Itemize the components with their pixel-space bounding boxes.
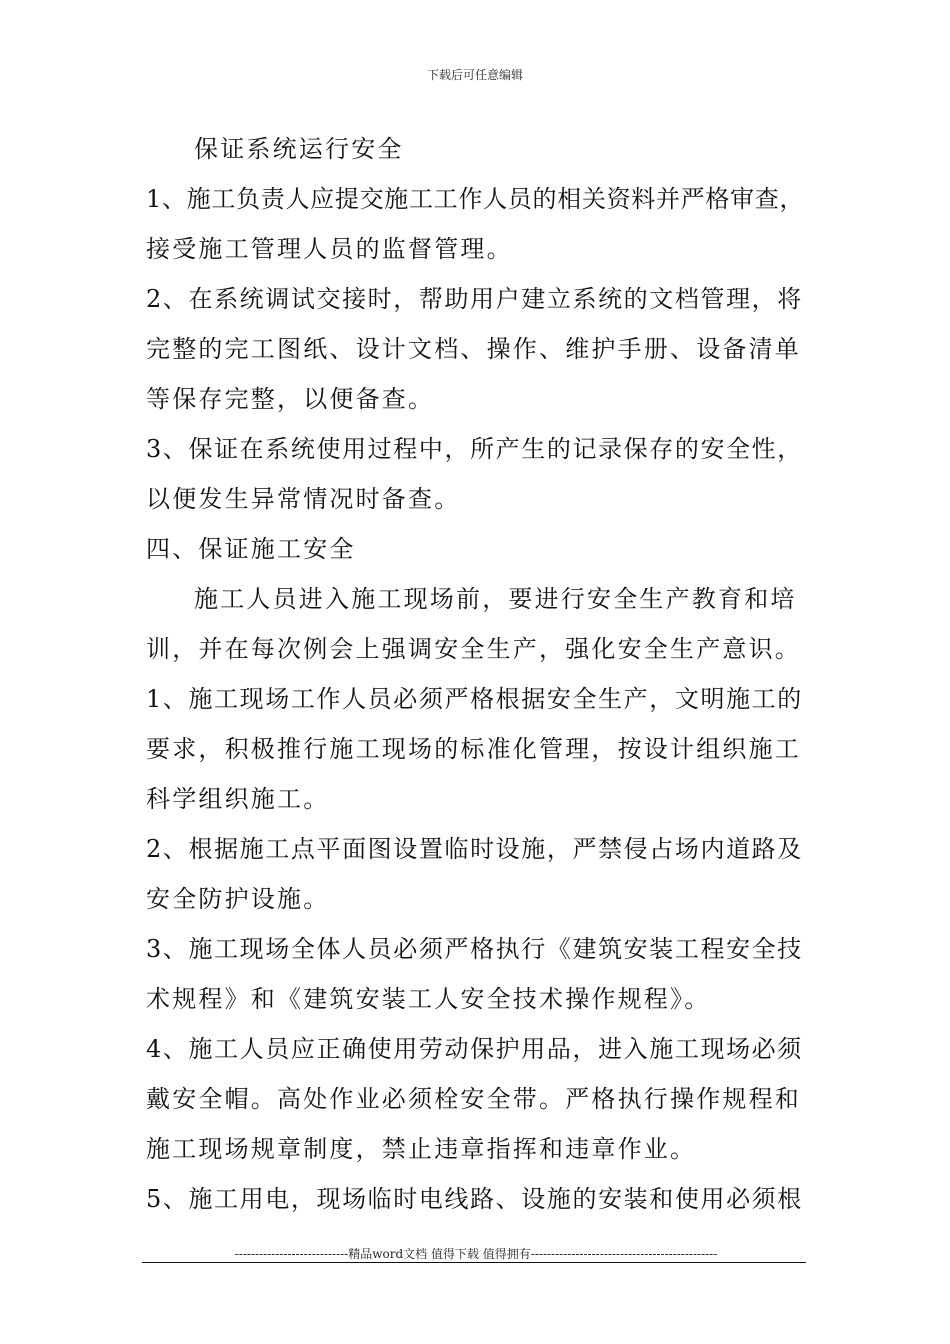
section-heading: 四、保证施工安全 [146, 535, 356, 563]
text-line: 施工人员进入施工现场前，要进行安全生产教育和培 [194, 585, 797, 613]
text-line: 3、施工现场全体人员必须严格执行《建筑安装工程安全技 [146, 935, 803, 963]
text-line: 等保存完整，以便备查。 [146, 385, 435, 413]
text-line: 5、施工用电，现场临时电线路、设施的安装和使用必须根 [146, 1185, 803, 1213]
text-line: 训，并在每次例会上强调安全生产，强化安全生产意识。 [146, 635, 801, 663]
text-line: 以便发生异常情况时备查。 [146, 485, 461, 513]
text-line: 2、在系统调试交接时，帮助用户建立系统的文档管理，将 [146, 285, 803, 313]
text-line: 接受施工管理人员的监督管理。 [146, 235, 513, 263]
text-line: 1、施工现场工作人员必须严格根据安全生产，文明施工的 [146, 685, 803, 713]
text-line: 科学组织施工。 [146, 785, 330, 813]
footer-text: ----------------------------精品word文档 值得下载 值得拥有---------------------------------------------- [234, 1247, 718, 1261]
text-line: 4、施工人员应正确使用劳动保护用品，进入施工现场必须 [146, 1035, 803, 1063]
text-line: 施工现场规章制度，禁止违章指挥和违章作业。 [146, 1135, 697, 1163]
text-line: 2、根据施工点平面图设置临时设施，严禁侵占场内道路及 [146, 835, 803, 863]
text-line: 戴安全帽。高处作业必须栓安全带。严格执行操作规程和 [146, 1085, 801, 1113]
text-line: 1、施工负责人应提交施工工作人员的相关资料并严格审查， [146, 185, 805, 213]
text-line: 3、保证在系统使用过程中，所产生的记录保存的安全性， [146, 435, 803, 463]
text-line: 保证系统运行安全 [194, 135, 404, 163]
text-line: 安全防护设施。 [146, 885, 330, 913]
text-line: 术规程》和《建筑安装工人安全技术操作规程》。 [146, 985, 711, 1013]
footer-divider [142, 1262, 806, 1263]
header-note: 下载后可任意编辑 [426, 68, 523, 82]
text-line: 要求，积极推行施工现场的标准化管理，按设计组织施工 [146, 735, 801, 763]
text-line: 完整的完工图纸、设计文档、操作、维护手册、设备清单 [146, 335, 801, 363]
